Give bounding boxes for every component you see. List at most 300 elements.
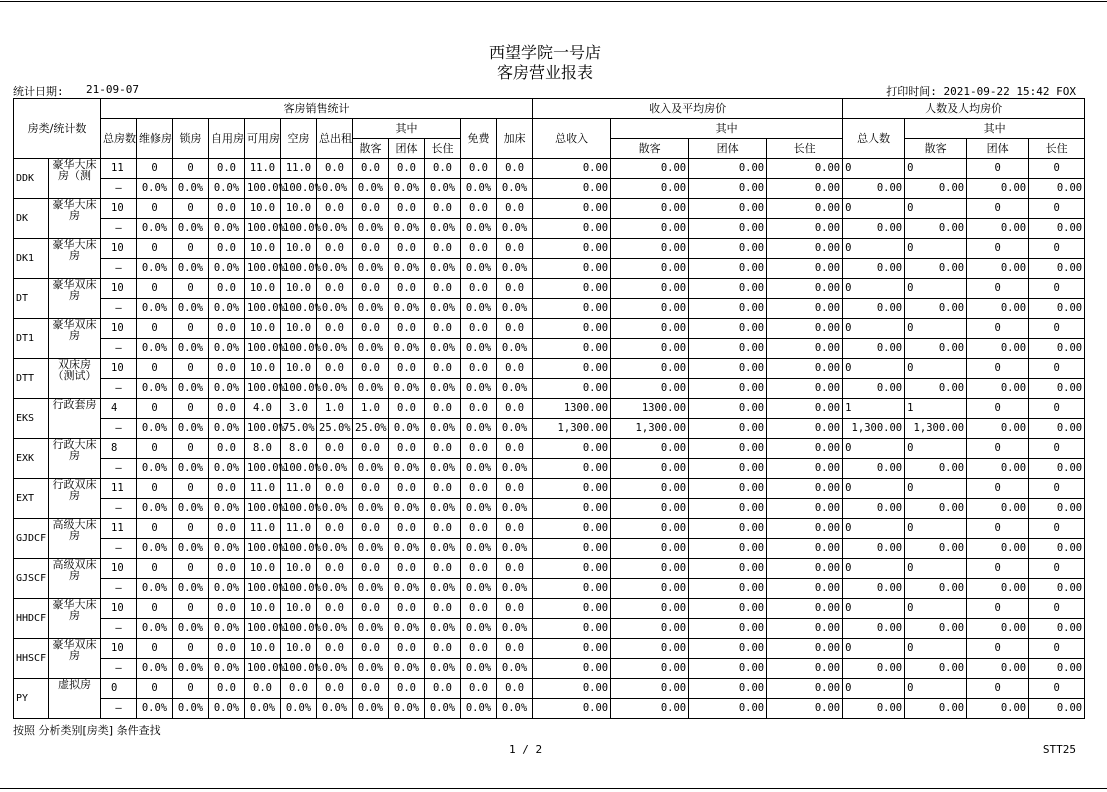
col-available: 可用房: [245, 119, 281, 159]
count-cell: 0.0: [389, 679, 425, 699]
room-type-code: DK: [14, 199, 49, 239]
count-cell: 10: [101, 639, 137, 659]
percent-cell: 0.0%: [209, 659, 245, 679]
count-cell: 0: [137, 279, 173, 299]
count-cell: 0.0: [425, 559, 461, 579]
count-cell: 0: [137, 679, 173, 699]
percent-cell: 0.00: [611, 179, 689, 199]
percent-cell: 0.0%: [425, 379, 461, 399]
count-cell: 0: [1029, 319, 1085, 339]
percent-cell: 0.00: [905, 499, 967, 519]
percent-cell: 0.00: [905, 579, 967, 599]
percent-cell: 0.00: [689, 419, 767, 439]
count-cell: 0.00: [767, 399, 843, 419]
percent-cell: 0.0%: [173, 299, 209, 319]
table-row: [14, 439, 1085, 459]
count-cell: 11: [101, 479, 137, 499]
count-cell: 0: [843, 679, 905, 699]
table-row: [14, 679, 1085, 699]
count-cell: 8.0: [281, 439, 317, 459]
table-row: [14, 519, 1085, 539]
count-cell: 0.0: [389, 519, 425, 539]
percent-cell: 25.0%: [317, 419, 353, 439]
bottom-border: [0, 788, 1107, 789]
col-self-use: 自用房: [209, 119, 245, 159]
percent-cell: 0.00: [689, 219, 767, 239]
count-cell: 1300.00: [533, 399, 611, 419]
count-cell: 0.00: [533, 599, 611, 619]
percent-cell: 0.0%: [353, 619, 389, 639]
count-cell: 0.00: [611, 199, 689, 219]
percent-cell: 0.00: [767, 699, 843, 719]
percent-cell: 0.0%: [425, 219, 461, 239]
count-cell: 0: [173, 159, 209, 179]
count-cell: 0.00: [533, 479, 611, 499]
percent-cell: 0.00: [689, 339, 767, 359]
percent-cell: 0.00: [533, 219, 611, 239]
percent-cell: 0.00: [611, 219, 689, 239]
percent-cell: 0.0%: [173, 419, 209, 439]
col-locked: 锁房: [173, 119, 209, 159]
count-cell: 0.0: [353, 359, 389, 379]
percent-cell: 0.00: [1029, 379, 1085, 399]
count-cell: 0: [1029, 639, 1085, 659]
count-cell: 0: [137, 479, 173, 499]
count-cell: 0: [843, 559, 905, 579]
count-cell: 0.0: [209, 359, 245, 379]
table-row-percent: [14, 379, 1085, 399]
count-cell: 0.0: [317, 239, 353, 259]
table-row: [14, 359, 1085, 379]
percent-cell: 0.0%: [497, 339, 533, 359]
percent-cell: 0.00: [767, 419, 843, 439]
table-row: [14, 599, 1085, 619]
table-row: [14, 239, 1085, 259]
count-cell: 0.00: [611, 439, 689, 459]
count-cell: 0: [905, 199, 967, 219]
percent-cell: 0.0%: [353, 379, 389, 399]
percent-cell: 0.0%: [353, 539, 389, 559]
table-row-percent: [14, 339, 1085, 359]
count-cell: 0: [137, 639, 173, 659]
count-cell: 0.0: [497, 319, 533, 339]
percent-cell: 0.0%: [353, 459, 389, 479]
percent-cell: 75.0%: [281, 419, 317, 439]
count-cell: 10.0: [281, 319, 317, 339]
count-cell: 0.00: [767, 199, 843, 219]
col-rev-walkin: 散客: [611, 139, 689, 159]
table-row: [14, 279, 1085, 299]
count-cell: 0.00: [767, 559, 843, 579]
percent-cell: 0.0%: [317, 699, 353, 719]
room-type-code: EKS: [14, 399, 49, 439]
table-row: [14, 159, 1085, 179]
percent-cell: 0.0%: [317, 179, 353, 199]
count-cell: 0.0: [425, 639, 461, 659]
percent-cell: 0.0%: [353, 659, 389, 679]
percent-cell: 0.0%: [353, 499, 389, 519]
percent-cell: 0.00: [611, 379, 689, 399]
count-cell: 0.00: [689, 239, 767, 259]
count-cell: 0.0: [353, 199, 389, 219]
percent-cell: 0.0%: [137, 539, 173, 559]
percent-cell: 0.0%: [389, 699, 425, 719]
room-type-code: DDK: [14, 159, 49, 199]
count-cell: 0: [967, 679, 1029, 699]
percent-cell: 0.00: [843, 659, 905, 679]
percent-cell: 0.0%: [353, 579, 389, 599]
count-cell: 0.0: [497, 559, 533, 579]
room-type-code: HHSCF: [14, 639, 49, 679]
count-cell: 0.0: [209, 639, 245, 659]
count-cell: 0.00: [611, 359, 689, 379]
percent-cell: —: [101, 539, 137, 559]
count-cell: 0: [1029, 439, 1085, 459]
percent-cell: 0.00: [689, 299, 767, 319]
percent-cell: 0.0%: [245, 699, 281, 719]
percent-cell: 0.0%: [353, 699, 389, 719]
count-cell: 3.0: [281, 399, 317, 419]
table-row-percent: [14, 619, 1085, 639]
count-cell: 10: [101, 279, 137, 299]
count-cell: 0.00: [533, 519, 611, 539]
table-row-percent: [14, 579, 1085, 599]
count-cell: 0.0: [353, 679, 389, 699]
count-cell: 0: [1029, 359, 1085, 379]
count-cell: 0.0: [461, 239, 497, 259]
percent-cell: 0.00: [611, 539, 689, 559]
percent-cell: —: [101, 379, 137, 399]
count-cell: 0.0: [389, 159, 425, 179]
count-cell: 0.0: [209, 159, 245, 179]
percent-cell: 0.0%: [425, 179, 461, 199]
percent-cell: 0.00: [689, 259, 767, 279]
percent-cell: 0.0%: [389, 179, 425, 199]
percent-cell: 0.00: [533, 499, 611, 519]
revenue-header: 收入及平均房价: [533, 99, 843, 119]
count-cell: 0: [843, 479, 905, 499]
percent-cell: 100.0%: [245, 339, 281, 359]
percent-cell: 0.0%: [209, 539, 245, 559]
count-cell: 11.0: [245, 519, 281, 539]
percent-cell: 0.00: [905, 299, 967, 319]
percent-cell: 0.0%: [497, 219, 533, 239]
percent-cell: 0.00: [533, 579, 611, 599]
room-type-name: 豪华双床房: [49, 639, 101, 679]
percent-cell: 25.0%: [353, 419, 389, 439]
count-cell: 10.0: [245, 359, 281, 379]
count-cell: 0: [967, 359, 1029, 379]
count-cell: 0.0: [425, 319, 461, 339]
count-cell: 0.0: [317, 319, 353, 339]
percent-cell: 0.0%: [461, 179, 497, 199]
count-cell: 0.0: [497, 679, 533, 699]
percent-cell: 0.00: [905, 379, 967, 399]
percent-cell: 0.0%: [317, 579, 353, 599]
percent-cell: 0.00: [905, 339, 967, 359]
percent-cell: 0.0%: [425, 459, 461, 479]
percent-cell: 0.00: [611, 339, 689, 359]
table-row: [14, 559, 1085, 579]
count-cell: 0.00: [533, 279, 611, 299]
count-cell: 0.0: [209, 519, 245, 539]
percent-cell: 0.0%: [317, 219, 353, 239]
percent-cell: 0.0%: [173, 179, 209, 199]
count-cell: 0.0: [497, 639, 533, 659]
percent-cell: 0.0%: [281, 699, 317, 719]
percent-cell: 0.00: [611, 459, 689, 479]
count-cell: 0.0: [389, 599, 425, 619]
count-cell: 0.0: [245, 679, 281, 699]
count-cell: 0: [173, 559, 209, 579]
percent-cell: 0.00: [967, 419, 1029, 439]
percent-cell: 0.0%: [317, 619, 353, 639]
percent-cell: 0.0%: [137, 619, 173, 639]
percent-cell: 0.00: [905, 659, 967, 679]
stat-date-value: 21-09-07: [86, 83, 139, 96]
percent-cell: 0.00: [1029, 539, 1085, 559]
percent-cell: 0.00: [1029, 499, 1085, 519]
count-cell: 0.0: [209, 279, 245, 299]
count-cell: 0: [905, 159, 967, 179]
table-row: [14, 639, 1085, 659]
count-cell: 10: [101, 199, 137, 219]
percent-cell: 0.00: [967, 339, 1029, 359]
count-cell: 0.0: [317, 199, 353, 219]
percent-cell: 0.00: [689, 179, 767, 199]
count-cell: 0.0: [209, 199, 245, 219]
count-cell: 0.00: [767, 479, 843, 499]
percent-cell: 0.0%: [389, 539, 425, 559]
percent-cell: 0.0%: [209, 579, 245, 599]
table-row-percent: [14, 659, 1085, 679]
room-type-name: 豪华大床房: [49, 599, 101, 639]
print-time: 打印时间: 2021-09-22 15:42 FOX: [886, 85, 1076, 98]
percent-cell: 0.0%: [209, 179, 245, 199]
count-cell: 0.0: [317, 279, 353, 299]
count-cell: 0: [1029, 279, 1085, 299]
count-cell: 10.0: [281, 559, 317, 579]
count-cell: 0.00: [533, 359, 611, 379]
count-cell: 0: [843, 599, 905, 619]
percent-cell: 0.00: [533, 539, 611, 559]
room-type-code: EXT: [14, 479, 49, 519]
count-cell: 11.0: [281, 479, 317, 499]
count-cell: 0: [173, 399, 209, 419]
percent-cell: 0.0%: [497, 459, 533, 479]
percent-cell: 0.0%: [389, 659, 425, 679]
table-row-percent: [14, 419, 1085, 439]
percent-cell: 100.0%: [281, 459, 317, 479]
percent-cell: 100.0%: [281, 579, 317, 599]
percent-cell: 0.00: [1029, 259, 1085, 279]
percent-cell: 0.0%: [137, 579, 173, 599]
col-total-rooms: 总房数: [101, 119, 137, 159]
count-cell: 0.0: [425, 479, 461, 499]
percent-cell: 0.0%: [389, 299, 425, 319]
room-type-code: GJSCF: [14, 559, 49, 599]
count-cell: 0: [843, 519, 905, 539]
count-cell: 0.00: [767, 599, 843, 619]
count-cell: 0: [1029, 559, 1085, 579]
count-cell: 1.0: [317, 399, 353, 419]
percent-cell: 0.00: [611, 499, 689, 519]
percent-cell: 100.0%: [281, 659, 317, 679]
count-cell: 0.0: [209, 559, 245, 579]
table-row-percent: [14, 299, 1085, 319]
col-rent-group: 团体: [389, 139, 425, 159]
percent-cell: 0.0%: [425, 339, 461, 359]
percent-cell: 100.0%: [245, 259, 281, 279]
percent-cell: 0.00: [767, 619, 843, 639]
count-cell: 0.0: [353, 519, 389, 539]
count-cell: 0.00: [533, 199, 611, 219]
percent-cell: 0.0%: [425, 619, 461, 639]
percent-cell: 0.0%: [137, 419, 173, 439]
percent-cell: 0.0%: [209, 699, 245, 719]
col-extra-bed: 加床: [497, 119, 533, 159]
percent-cell: 0.0%: [389, 499, 425, 519]
count-cell: 0: [905, 359, 967, 379]
count-cell: 0: [173, 679, 209, 699]
percent-cell: 0.00: [843, 299, 905, 319]
percent-cell: 0.0%: [425, 259, 461, 279]
count-cell: 0.0: [461, 679, 497, 699]
percent-cell: 0.0%: [353, 179, 389, 199]
count-cell: 0: [137, 359, 173, 379]
count-cell: 0: [967, 279, 1029, 299]
percent-cell: 0.00: [689, 619, 767, 639]
percent-cell: 0.0%: [461, 619, 497, 639]
percent-cell: 0.0%: [497, 419, 533, 439]
count-cell: 0.0: [425, 519, 461, 539]
room-type-name: 豪华大床房: [49, 239, 101, 279]
filter-note: 按照 分析类别[房类] 条件查找: [13, 724, 161, 737]
count-cell: 0: [1029, 399, 1085, 419]
percent-cell: 0.0%: [461, 459, 497, 479]
count-cell: 0.0: [461, 159, 497, 179]
percent-cell: 0.0%: [173, 219, 209, 239]
count-cell: 0.0: [353, 639, 389, 659]
count-cell: 0: [173, 439, 209, 459]
percent-cell: 0.0%: [137, 699, 173, 719]
table-row-percent: [14, 499, 1085, 519]
count-cell: 0.0: [497, 159, 533, 179]
percent-cell: 0.00: [689, 459, 767, 479]
count-cell: 0.0: [425, 239, 461, 259]
percent-cell: 0.00: [843, 219, 905, 239]
count-cell: 0.0: [353, 279, 389, 299]
percent-cell: 0.0%: [497, 179, 533, 199]
count-cell: 0: [905, 319, 967, 339]
percent-cell: 0.00: [767, 499, 843, 519]
percent-cell: 0.00: [967, 659, 1029, 679]
percent-cell: 0.00: [967, 299, 1029, 319]
count-cell: 0.0: [497, 599, 533, 619]
count-cell: 0.00: [689, 439, 767, 459]
percent-cell: 0.0%: [209, 339, 245, 359]
percent-cell: 0.00: [533, 379, 611, 399]
percent-cell: 0.00: [967, 539, 1029, 559]
count-cell: 11: [101, 519, 137, 539]
percent-cell: 0.00: [967, 179, 1029, 199]
count-cell: 0: [843, 359, 905, 379]
count-cell: 0.0: [353, 599, 389, 619]
count-cell: 0.0: [461, 439, 497, 459]
percent-cell: 0.00: [905, 219, 967, 239]
count-cell: 0.0: [209, 479, 245, 499]
percent-cell: 0.00: [689, 499, 767, 519]
col-vacant: 空房: [281, 119, 317, 159]
col-rev-group: 团体: [689, 139, 767, 159]
count-cell: 1: [905, 399, 967, 419]
count-cell: 0: [843, 319, 905, 339]
percent-cell: 0.0%: [425, 579, 461, 599]
count-cell: 0.00: [611, 639, 689, 659]
col-rev-longstay: 长住: [767, 139, 843, 159]
col-ppl-walkin: 散客: [905, 139, 967, 159]
count-cell: 0.0: [425, 359, 461, 379]
count-cell: 0.0: [497, 359, 533, 379]
percent-cell: 0.00: [767, 379, 843, 399]
percent-cell: 0.0%: [461, 299, 497, 319]
percent-cell: 0.00: [533, 299, 611, 319]
percent-cell: 0.0%: [317, 259, 353, 279]
count-cell: 0: [173, 359, 209, 379]
count-cell: 0.00: [611, 319, 689, 339]
count-cell: 0.0: [461, 199, 497, 219]
table-row-percent: [14, 459, 1085, 479]
percent-cell: 0.0%: [497, 659, 533, 679]
count-cell: 0: [905, 279, 967, 299]
table-row-percent: [14, 259, 1085, 279]
count-cell: 0.00: [533, 319, 611, 339]
count-cell: 0.00: [611, 279, 689, 299]
percent-cell: 0.00: [967, 219, 1029, 239]
percent-cell: 0.0%: [461, 419, 497, 439]
count-cell: 0.0: [461, 599, 497, 619]
count-cell: 0: [967, 239, 1029, 259]
report-title: 客房营业报表: [496, 63, 593, 82]
count-cell: 11.0: [281, 519, 317, 539]
percent-cell: 0.00: [1029, 219, 1085, 239]
percent-cell: 0.0%: [317, 659, 353, 679]
count-cell: 0.0: [461, 639, 497, 659]
count-cell: 0: [843, 439, 905, 459]
percent-cell: 0.00: [843, 379, 905, 399]
percent-cell: 0.0%: [353, 259, 389, 279]
count-cell: 0.0: [353, 559, 389, 579]
percent-cell: 0.0%: [389, 339, 425, 359]
count-cell: 0.0: [461, 479, 497, 499]
percent-cell: 0.0%: [173, 659, 209, 679]
percent-cell: 100.0%: [245, 219, 281, 239]
count-cell: 0.0: [425, 279, 461, 299]
percent-cell: 0.0%: [497, 379, 533, 399]
count-cell: 0.0: [461, 319, 497, 339]
percent-cell: 0.00: [611, 619, 689, 639]
rent-among-header: 其中: [353, 119, 461, 139]
percent-cell: 0.0%: [425, 539, 461, 559]
count-cell: 0.0: [389, 239, 425, 259]
table-row-percent: [14, 699, 1085, 719]
percent-cell: 1,300.00: [843, 419, 905, 439]
count-cell: 0.00: [767, 279, 843, 299]
percent-cell: 0.00: [1029, 179, 1085, 199]
percent-cell: 0.00: [843, 579, 905, 599]
percent-cell: 0.0%: [209, 499, 245, 519]
sales-stat-header: 客房销售统计: [101, 99, 533, 119]
